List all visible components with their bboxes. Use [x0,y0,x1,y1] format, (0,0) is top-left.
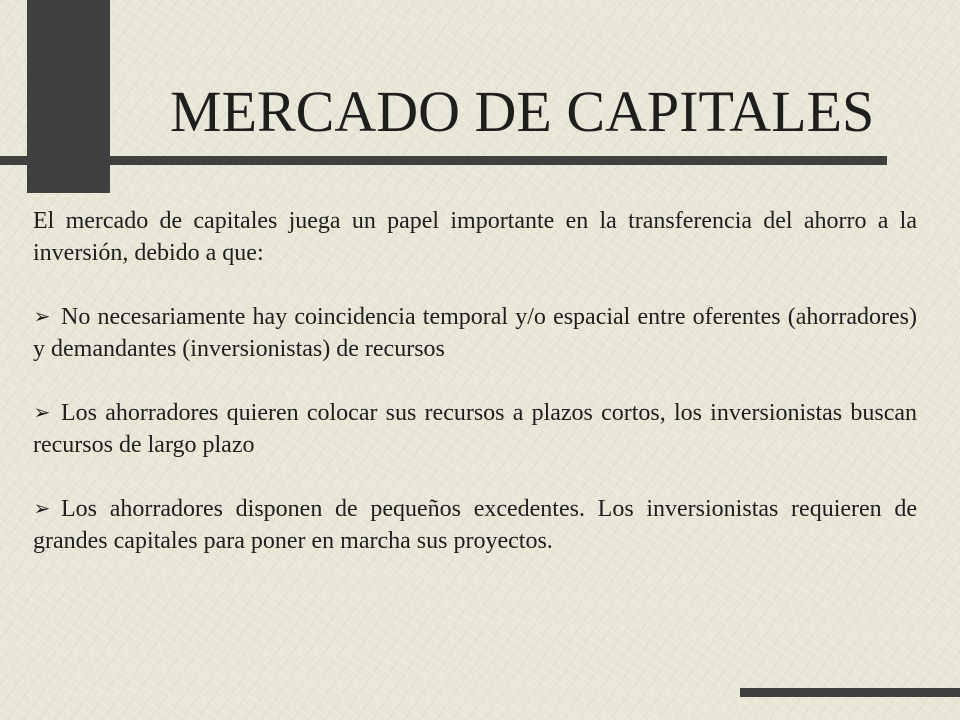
arrow-bullet-icon: ➢ [33,498,51,520]
intro-paragraph: El mercado de capitales juega un papel importante en la transferencia del ahorro a la inversión, debido a que: [33,208,917,266]
arrow-bullet-icon: ➢ [33,402,51,424]
bullet-text-2: Los ahorradores quieren colocar sus recursos a plazos cortos, los inversionistas buscan recursos de largo plazo [33,400,917,458]
slide-title: MERCADO DE CAPITALES [170,79,875,144]
bullet-item-3 [33,493,917,557]
bullet-item-1 [33,301,917,365]
bullet-item-2 [33,397,917,461]
arrow-bullet-icon: ➢ [33,306,51,328]
slide-body [33,205,917,557]
title-underline-rule [0,156,887,165]
bullet-text-3: Los ahorradores disponen de pequeños excedentes. Los inversionistas requieren de grandes capitales para poner en marcha sus proyectos. [33,496,917,554]
footer-accent-rule [740,688,960,697]
bullet-text-1: No necesariamente hay coincidencia temporal y/o espacial entre oferentes (ahorradores) y demandantes (inversionistas) de recursos [33,304,917,362]
